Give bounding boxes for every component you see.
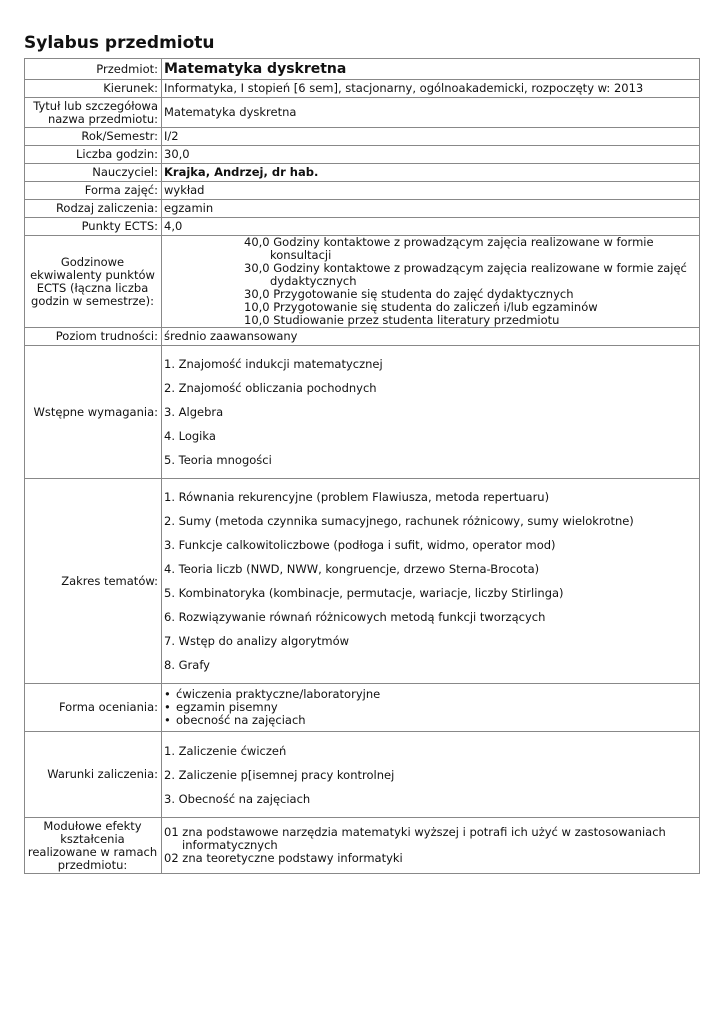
label-przedmiot: Przedmiot: [25, 59, 162, 80]
label-wymagania: Wstępne wymagania: [25, 346, 162, 479]
label-kierunek: Kierunek: [25, 80, 162, 98]
grading-list [164, 688, 697, 727]
value-forma-zajec: wykład [162, 182, 700, 200]
label-rodzaj: Rodzaj zaliczenia: [25, 200, 162, 218]
label-godzinowe: Godzinowe ekwiwalenty punktów ECTS (łączna liczba godzin w semestrze): [25, 236, 162, 328]
value-efekty [162, 818, 700, 874]
value-nauczyciel: Krajka, Andrzej, dr hab. [162, 164, 700, 182]
list-item: 1. Zaliczenie ćwiczeń [164, 743, 287, 758]
value-rok: I/2 [162, 128, 700, 146]
list-item: 2. Znajomość obliczania pochodnych [164, 381, 377, 395]
value-tytul: Matematyka dyskretna [162, 98, 700, 128]
list-item: 5. Kombinatoryka (kombinacje, permutacje, wariacje, liczby Stirlinga) [164, 586, 564, 600]
page-title: Sylabus przedmiotu [24, 33, 215, 53]
row-kierunek [25, 80, 700, 98]
value-warunki [162, 732, 700, 818]
value-ocenianie [162, 684, 700, 732]
label-rok: Rok/Semestr: [25, 128, 162, 146]
value-godzinowe [162, 236, 700, 328]
outcomes-list [164, 826, 697, 865]
row-godziny [25, 146, 700, 164]
requirements-list [164, 352, 697, 472]
list-item: 3. Funkcje calkowitoliczbowe (podłoga i sufit, widmo, operator mod) [164, 538, 556, 552]
bullet-item: • obecność na zajęciach [164, 714, 697, 727]
hours-item: 40,0 Godziny kontaktowe z prowadzącym zajęcia realizowane w formie konsultacji [244, 235, 654, 262]
value-poziom: średnio zaawansowany [162, 328, 700, 346]
list-item: 8. Grafy [164, 658, 210, 672]
list-item: 1. Znajomość indukcji matematycznej [164, 357, 383, 371]
label-poziom: Poziom trudności: [25, 328, 162, 346]
list-item: 4. Logika [164, 429, 216, 443]
syllabus-table [24, 58, 700, 874]
conditions-list [164, 739, 697, 811]
hours-item: 10,0 Studiowanie przez studenta literatury przedmiotu [244, 313, 560, 327]
label-warunki: Warunki zaliczenia: [25, 732, 162, 818]
bullet-item: • ćwiczenia praktyczne/laboratoryjne [164, 688, 697, 701]
value-godziny: 30,0 [162, 146, 700, 164]
row-tytul [25, 98, 700, 128]
row-poziom [25, 328, 700, 346]
value-wymagania [162, 346, 700, 479]
list-item: 5. Teoria mnogości [164, 453, 272, 467]
outcome-item: 02 zna teoretyczne podstawy informatyki [164, 851, 403, 865]
value-przedmiot: Matematyka dyskretna [162, 59, 700, 80]
value-zakres [162, 479, 700, 684]
label-forma-zajec: Forma zajęć: [25, 182, 162, 200]
value-kierunek: Informatyka, I stopień [6 sem], stacjonarny, ogólnoakademicki, rozpoczęty w: 2013 [162, 80, 700, 98]
row-rodzaj [25, 200, 700, 218]
label-ocenianie: Forma oceniania: [25, 684, 162, 732]
row-nauczyciel [25, 164, 700, 182]
list-item: 6. Rozwiązywanie równań różnicowych metodą funkcji tworzących [164, 610, 546, 624]
list-item: 2. Sumy (metoda czynnika sumacyjnego, rachunek różnicowy, sumy wielokrotne) [164, 514, 634, 528]
row-godzinowe [25, 236, 700, 328]
value-rodzaj: egzamin [162, 200, 700, 218]
hours-list [244, 236, 697, 327]
row-efekty [25, 818, 700, 874]
value-ects: 4,0 [162, 218, 700, 236]
list-item: 1. Równania rekurencyjne (problem Flawiusza, metoda repertuaru) [164, 490, 550, 504]
row-warunki [25, 732, 700, 818]
label-tytul: Tytuł lub szczegółowa nazwa przedmiotu: [25, 98, 162, 128]
label-efekty: Modułowe efekty kształcenia realizowane w ramach przedmiotu: [25, 818, 162, 874]
list-item: 3. Obecność na zajęciach [164, 791, 311, 806]
list-item: 7. Wstęp do analizy algorytmów [164, 634, 350, 648]
row-zakres [25, 479, 700, 684]
hours-item: 10,0 Przygotowanie się studenta do zaliczeń i/lub egzaminów [244, 300, 598, 314]
list-item: 3. Algebra [164, 405, 224, 419]
bullet-item: • egzamin pisemny [164, 701, 697, 714]
row-rok [25, 128, 700, 146]
list-item: 2. Zaliczenie p[isemnej pracy kontrolnej [164, 767, 395, 782]
row-przedmiot [25, 59, 700, 80]
list-item: 4. Teoria liczb (NWD, NWW, kongruencje, drzewo Sterna-Brocota) [164, 562, 540, 576]
label-godziny: Liczba godzin: [25, 146, 162, 164]
row-wymagania [25, 346, 700, 479]
row-ects [25, 218, 700, 236]
outcome-item: 01 zna podstawowe narzędzia matematyki wyższej i potrafi ich użyć w zastosowaniach informatycznych [164, 825, 666, 852]
label-zakres: Zakres tematów: [25, 479, 162, 684]
row-forma-zajec [25, 182, 700, 200]
hours-item: 30,0 Przygotowanie się studenta do zajęć dydaktycznych [244, 287, 574, 301]
label-ects: Punkty ECTS: [25, 218, 162, 236]
row-ocenianie [25, 684, 700, 732]
hours-item: 30,0 Godziny kontaktowe z prowadzącym zajęcia realizowane w formie zajęć dydaktycznych [244, 261, 687, 288]
topics-list [164, 485, 697, 677]
label-nauczyciel: Nauczyciel: [25, 164, 162, 182]
